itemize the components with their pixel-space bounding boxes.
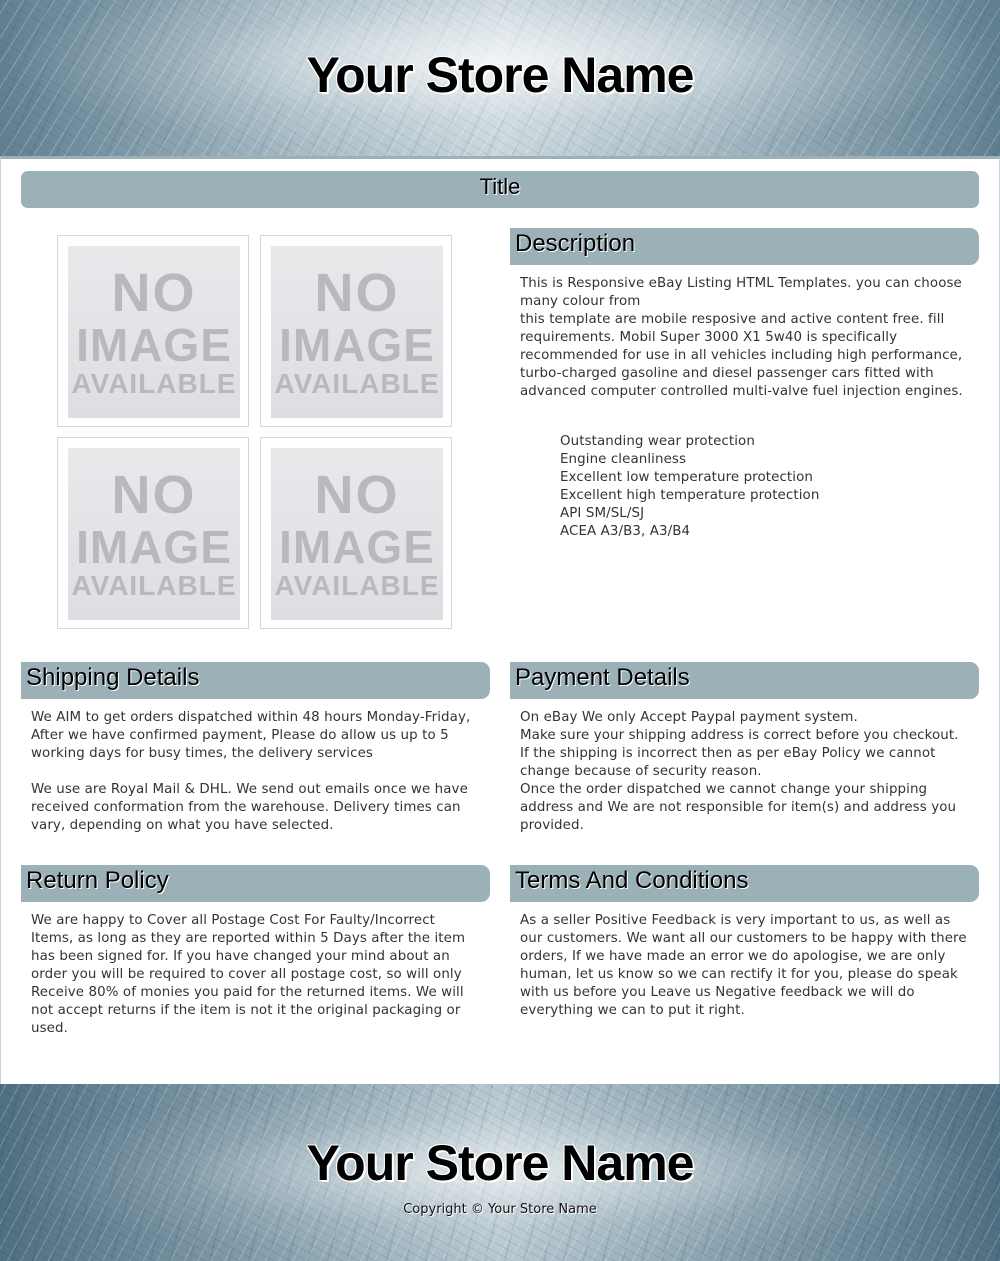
copyright-text: Copyright © Your Store Name — [403, 1202, 597, 1217]
product-image-2[interactable] — [260, 235, 452, 427]
feature-item: Outstanding wear protection — [560, 434, 755, 449]
no-image-placeholder — [271, 448, 443, 620]
placeholder-line: IMAGE — [279, 319, 435, 371]
placeholder-line: NO — [314, 263, 400, 323]
no-image-placeholder — [271, 246, 443, 418]
no-image-placeholder — [68, 246, 240, 418]
no-image-placeholder — [68, 448, 240, 620]
placeholder-line: IMAGE — [76, 319, 232, 371]
shipping-para-2: We use are Royal Mail & DHL. We send out emails once we have received conformation from the warehouse. Delivery times can vary, depending on what you have selected. — [31, 782, 468, 833]
description-text — [520, 275, 970, 401]
placeholder-line: NO — [314, 465, 400, 525]
placeholder-line: NO — [111, 465, 197, 525]
product-image-4[interactable] — [260, 437, 452, 629]
store-name-header: Your Store Name — [306, 47, 694, 103]
payment-line: On eBay We only Accept Paypal payment system. — [520, 710, 858, 725]
payment-line: Make sure your shipping address is correct before you checkout. If the shipping is incorrect then as per eBay Policy we cannot change because of security reason. — [520, 728, 959, 779]
feature-list — [560, 433, 960, 541]
terms-text: As a seller Positive Feedback is very important to us, as well as our customers. We want all our customers to be happy with there orders, If we have made an error we do apologise, we are only human, let us know so we can rectify it for you, please do speak with us before you Leave us Negative feedback we will do everything we can to put it right. — [520, 913, 967, 1018]
header-banner — [0, 0, 1000, 156]
feature-item: Excellent low temperature protection — [560, 470, 813, 485]
shipping-heading: Shipping Details — [21, 662, 490, 699]
placeholder-line: NO — [111, 263, 197, 323]
feature-item: Excellent high temperature protection — [560, 488, 820, 503]
shipping-para-1: We AIM to get orders dispatched within 48 hours Monday-Friday, After we have confirmed payment, Please do allow us up to 5 working days for busy times, the delivery services — [31, 710, 471, 761]
payment-heading: Payment Details — [510, 662, 979, 699]
product-image-3[interactable] — [57, 437, 249, 629]
feature-item: API SM/SL/SJ — [560, 506, 645, 521]
placeholder-line: IMAGE — [76, 521, 232, 573]
return-policy-text: We are happy to Cover all Postage Cost For Faulty/Incorrect Items, as long as they are reported within 5 Days after the item has been signed for. If you have changed your mind about an order you will be required to cover all postage cost, so will only Receive 80% of monies you paid for the returned items. We will not accept returns if the item is not it the original packaging or used. — [31, 913, 466, 1036]
footer-banner — [0, 1084, 1000, 1261]
placeholder-line: AVAILABLE — [71, 570, 237, 601]
listing-title: Title — [21, 171, 979, 208]
store-name-footer: Your Store Name — [306, 1135, 694, 1191]
placeholder-line: AVAILABLE — [71, 368, 237, 399]
product-image-1[interactable] — [57, 235, 249, 427]
description-para-1: This is Responsive eBay Listing HTML Templates. you can choose many colour from — [520, 276, 962, 309]
description-para-2: this template are mobile resposive and active content free. fill requirements. Mobil Super 3000 X1 5w40 is specifically recommended for use in all vehicles including high performance, turbo-charged gasoline and diesel passenger cars fitted with advanced computer controlled multi-valve fuel injection engines. — [520, 312, 963, 399]
description-heading: Description — [510, 228, 979, 265]
terms-heading: Terms And Conditions — [510, 865, 979, 902]
placeholder-line: AVAILABLE — [274, 570, 440, 601]
feature-item: ACEA A3/B3, A3/B4 — [560, 524, 691, 539]
return-policy-heading: Return Policy — [21, 865, 490, 902]
shipping-text — [31, 709, 481, 835]
feature-item: Engine cleanliness — [560, 452, 687, 467]
payment-line: Once the order dispatched we cannot change your shipping address and We are not responsible for item(s) and address you provided. — [520, 782, 957, 833]
placeholder-line: IMAGE — [279, 521, 435, 573]
listing-content — [0, 156, 1000, 1088]
placeholder-line: AVAILABLE — [274, 368, 440, 399]
payment-text — [520, 709, 970, 835]
